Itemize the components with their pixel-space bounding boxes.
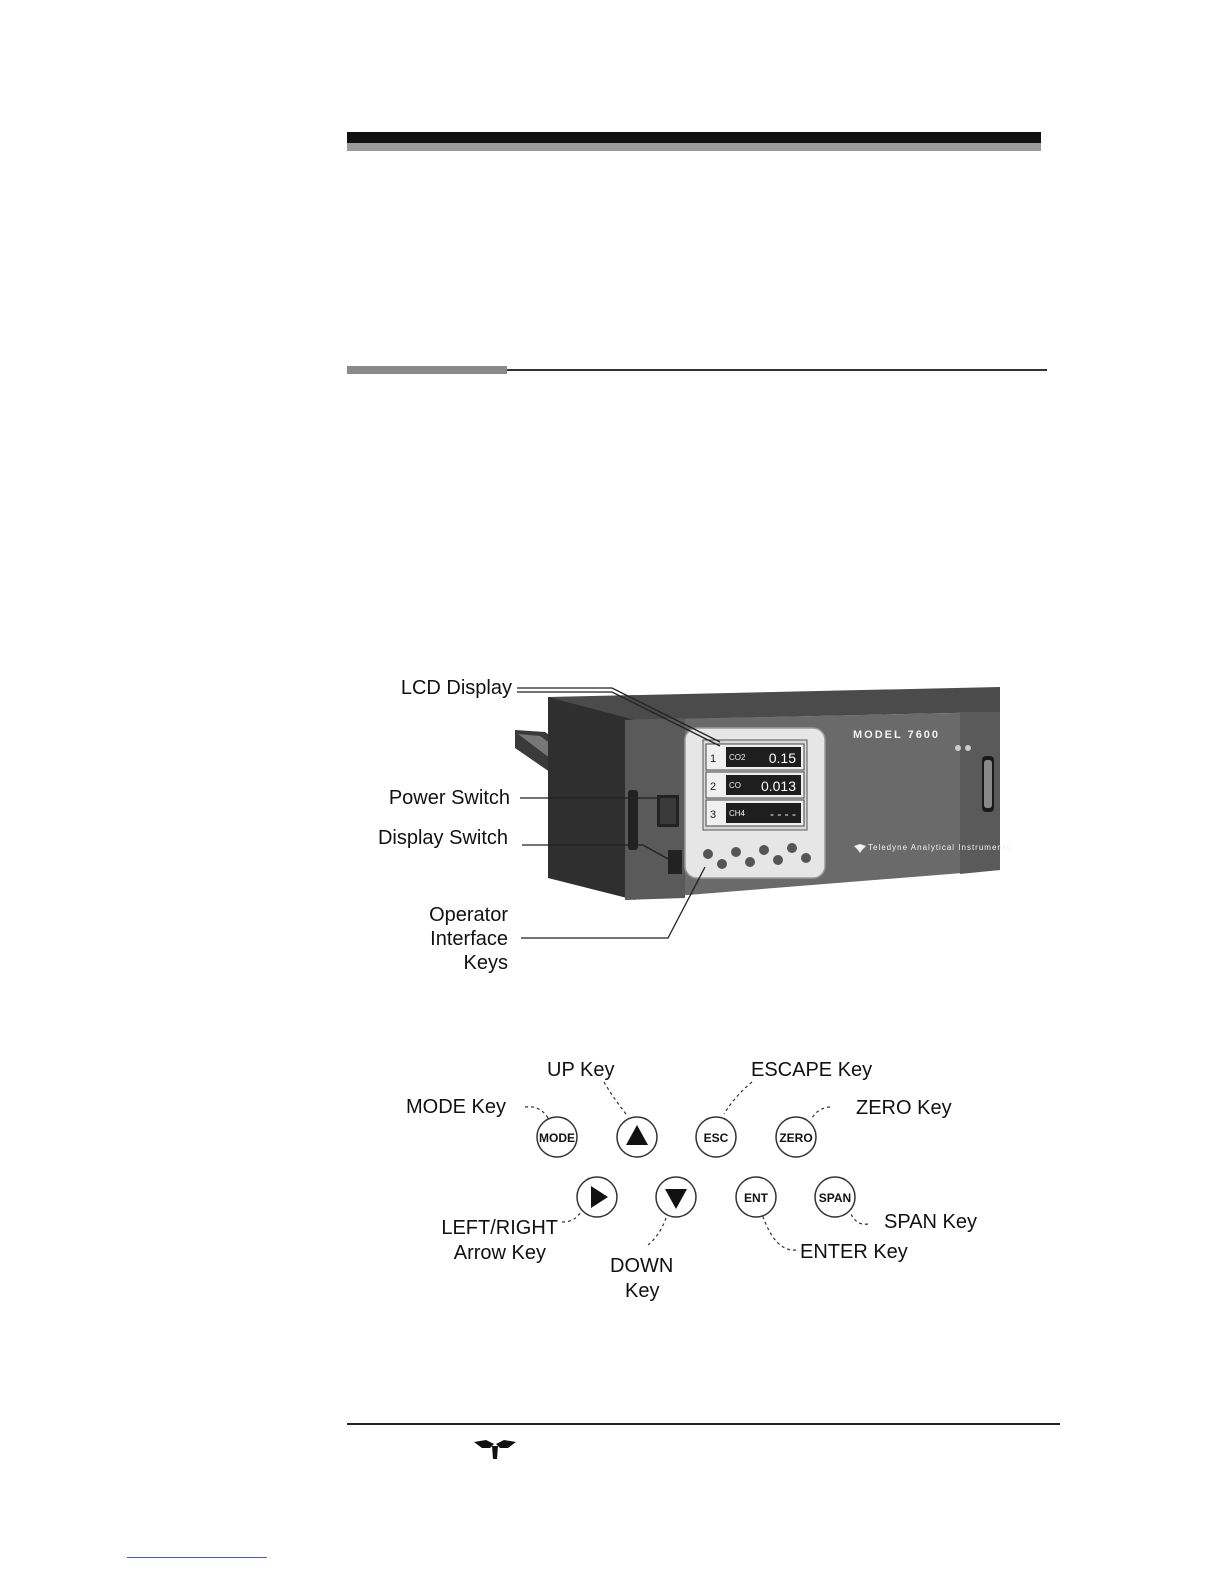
lcd-ch2-value: 0.013 [760,778,796,794]
mode-key[interactable]: MODE [539,1131,575,1145]
lcd-ch2-num: 2 [710,781,717,793]
label-operator-3: Keys [463,952,508,974]
lcd-ch2-gas: CO [729,781,741,790]
up-key[interactable] [617,1117,657,1157]
lcd-ch1-gas: CO2 [729,753,746,762]
label-lcd-display: LCD Display [400,677,512,699]
teledyne-logo-icon [472,1438,518,1460]
label-leftright-1: LEFT/RIGHT [441,1217,558,1239]
label-span-key: SPAN Key [884,1211,977,1233]
down-key[interactable] [656,1177,696,1217]
label-operator-1: Operator [429,904,508,926]
bottom-link-underline[interactable] [127,1557,267,1558]
label-mode-key: MODE Key [406,1096,507,1118]
label-display-switch: Display Switch [377,827,508,849]
brand-label: Teledyne Analytical Instruments [868,843,1012,852]
label-enter-key: ENTER Key [800,1241,908,1263]
label-up-key: UP Key [547,1059,615,1081]
label-leftright-2: Arrow Key [453,1242,546,1264]
ent-key[interactable]: ENT [744,1191,768,1205]
footer-rule [347,1423,1060,1425]
label-down-2: Key [625,1280,660,1302]
label-down-1: DOWN [610,1255,674,1277]
esc-key[interactable]: ESC [703,1131,729,1145]
span-key[interactable]: SPAN [818,1191,852,1205]
lcd-ch3-num: 3 [710,809,717,821]
label-zero-key: ZERO Key [856,1097,952,1119]
model-label: MODEL 7600 [853,729,941,741]
leftright-key[interactable] [577,1177,617,1217]
lcd-ch1-num: 1 [710,753,717,765]
zero-key[interactable]: ZERO [779,1131,813,1145]
label-power-switch: Power Switch [388,787,510,809]
lcd-ch1-value: 0.15 [768,750,796,766]
label-escape-key: ESCAPE Key [751,1059,873,1081]
label-operator-2: Interface [430,928,508,950]
lcd-ch3-value: - - - - [770,807,796,821]
lcd-ch3-gas: CH4 [729,809,746,818]
